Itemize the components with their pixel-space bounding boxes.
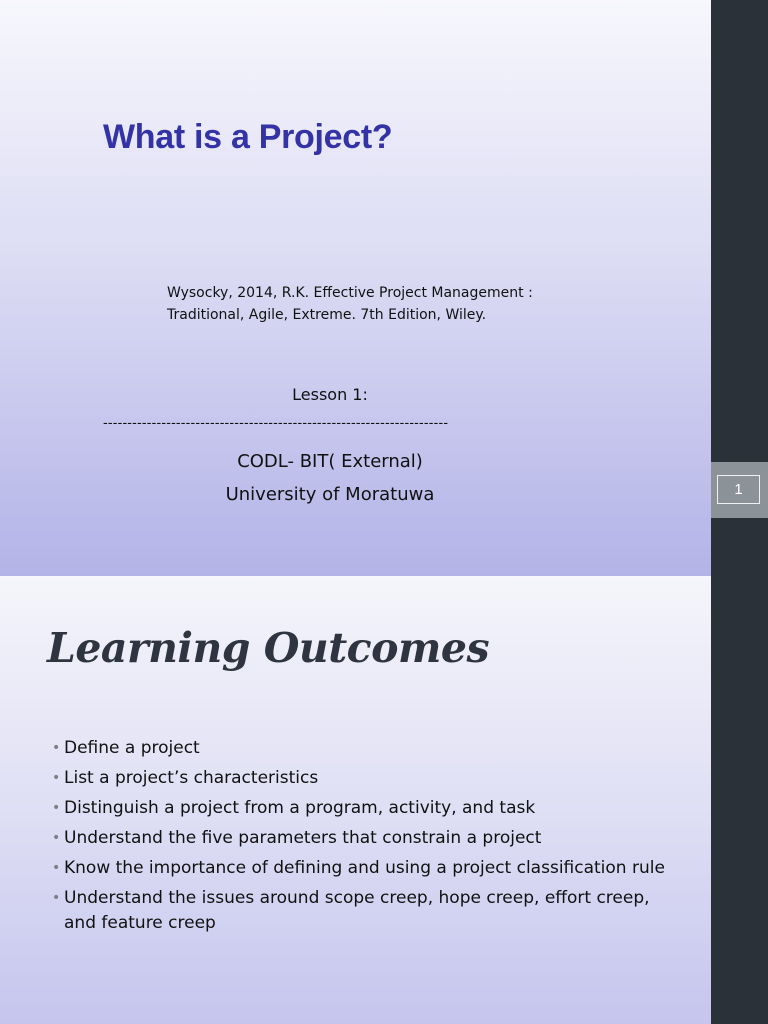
reference-text <box>167 282 533 326</box>
outcomes-list <box>52 736 682 941</box>
list-item <box>52 856 682 881</box>
reference-line-1: Wysocky, 2014, R.K. Effective Project Management : <box>167 285 533 301</box>
bullet-icon: • <box>52 740 61 756</box>
organization-block <box>0 445 660 511</box>
reference-line-2: Traditional, Agile, Extreme. 7th Edition, Wiley. <box>167 307 487 323</box>
list-item <box>52 886 682 936</box>
separator-line: ----------------------------------------------------------------------- <box>103 414 449 430</box>
bullet-icon: • <box>52 860 61 876</box>
list-item <box>52 826 682 851</box>
list-item-text: Understand the issues around scope creep, hope creep, effort creep, and feature creep <box>64 888 650 933</box>
organization-line-1: CODL- BIT( External) <box>237 451 423 472</box>
bullet-icon: • <box>52 800 61 816</box>
list-item <box>52 796 682 821</box>
organization-line-2: University of Moratuwa <box>225 484 435 505</box>
bullet-icon: • <box>52 770 61 786</box>
slide-1-title: What is a Project? <box>103 118 393 156</box>
list-item-text: Define a project <box>64 738 200 758</box>
bullet-icon: • <box>52 890 61 906</box>
slide-2 <box>0 576 711 1024</box>
bullet-icon: • <box>52 830 61 846</box>
list-item <box>52 736 682 761</box>
list-item <box>52 766 682 791</box>
list-item-text: Understand the five parameters that constrain a project <box>64 828 542 848</box>
list-item-text: Know the importance of defining and using a project classification rule <box>64 858 665 878</box>
slide-2-title: Learning Outcomes <box>47 624 490 672</box>
list-item-text: List a project’s characteristics <box>64 768 319 788</box>
page-indicator[interactable] <box>711 462 768 518</box>
lesson-label: Lesson 1: <box>292 385 368 404</box>
list-item-text: Distinguish a project from a program, activity, and task <box>64 798 536 818</box>
page-number: 1 <box>717 475 760 504</box>
